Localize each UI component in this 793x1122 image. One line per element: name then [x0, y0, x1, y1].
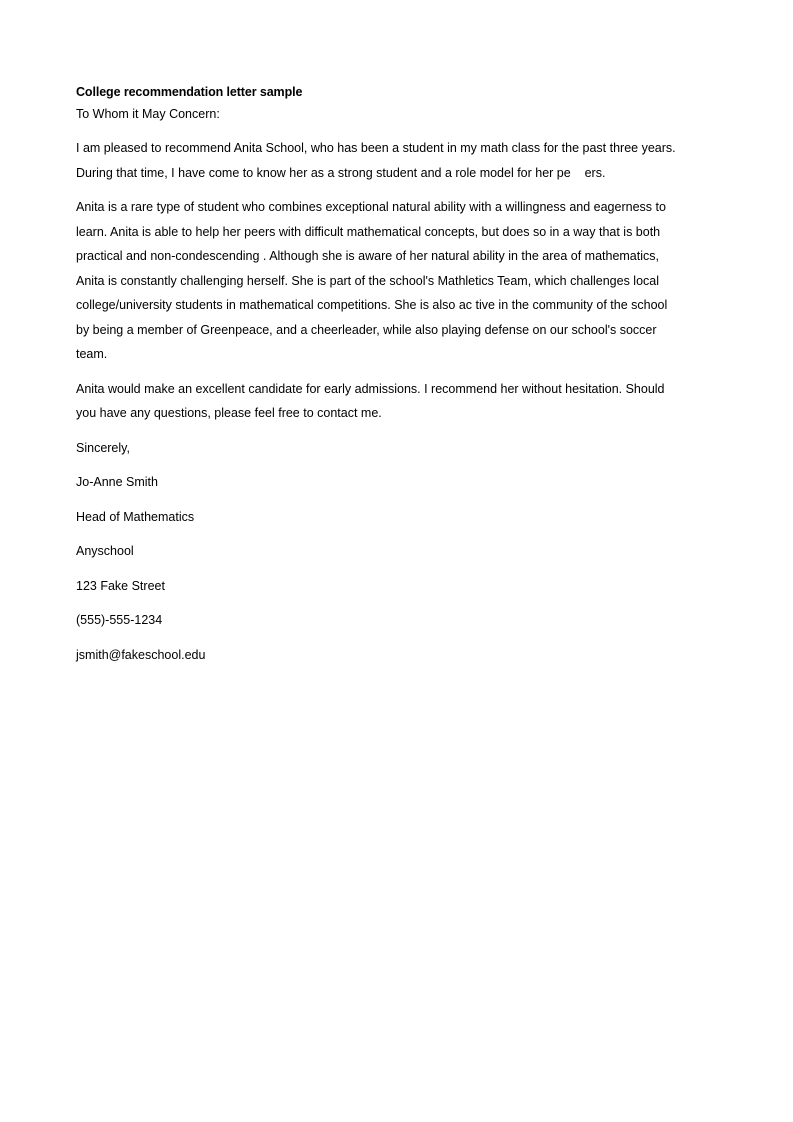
signature-school: Anyschool [76, 544, 134, 559]
paragraph-line: team. [76, 347, 108, 361]
signature-address: 123 Fake Street [76, 578, 165, 593]
paragraph-2 [76, 195, 716, 367]
paragraph-line: Anita would make an excellent candidate for early admissions. I recommend her without hesitation. Should [76, 381, 665, 396]
closing: Sincerely, [76, 440, 130, 455]
paragraph-line: practical and non-condescending . Although she is aware of her natural ability in the area of mathematics, [76, 249, 659, 263]
signature-position: Head of Mathematics [76, 509, 195, 524]
letter-body [76, 84, 716, 678]
paragraph-line: Anita is a rare type of student who combines exceptional natural ability with a willingness and eagerness to [76, 200, 666, 214]
paragraph-line: you have any questions, please feel free to contact me. [76, 406, 382, 420]
paragraph-line: learn. Anita is able to help her peers with difficult mathematical concepts, but does so in a way that is both [76, 224, 661, 239]
paragraph-line: Anita is constantly challenging herself. She is part of the school's Mathletics Team, which challenges local [76, 273, 660, 288]
salutation: To Whom it May Concern: [76, 107, 220, 121]
letter-title: College recommendation letter sample [76, 85, 303, 99]
signature-name: Jo-Anne Smith [76, 475, 158, 490]
signature-email: jsmith@fakeschool.edu [76, 648, 206, 663]
paragraph-line: college/university students in mathematical competitions. She is also ac tive in the community of the school [76, 298, 668, 312]
paragraph-1 [76, 136, 716, 185]
paragraph-3 [76, 377, 716, 426]
paragraph-line: by being a member of Greenpeace, and a cheerleader, while also playing defense on our school's soccer [76, 322, 657, 337]
paragraph-line: During that time, I have come to know her as a strong student and a role model for her pe ers. [76, 165, 606, 180]
signature-phone: (555)-555-1234 [76, 613, 163, 628]
paragraph-line: I am pleased to recommend Anita School, who has been a student in my math class for the past three years. [76, 141, 676, 155]
